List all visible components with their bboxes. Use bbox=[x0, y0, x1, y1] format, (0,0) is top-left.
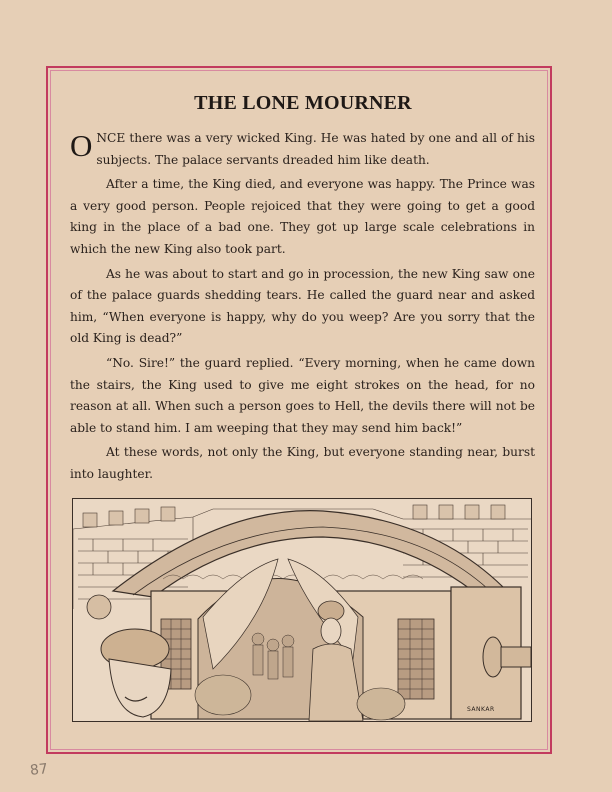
carrying-pole bbox=[501, 647, 531, 667]
paragraph-5: At these words, not only the King, but everyone standing near, burst into laughter. bbox=[70, 445, 535, 481]
lattice-window-right bbox=[398, 619, 434, 699]
artist-signature: SANKAR bbox=[467, 706, 495, 713]
story-title: THE LONE MOURNER bbox=[194, 92, 412, 114]
pole-end bbox=[483, 637, 503, 677]
page-number: 87 bbox=[29, 761, 49, 779]
drop-cap: O bbox=[70, 128, 93, 163]
crowd bbox=[252, 633, 294, 679]
palace-scene-drawing bbox=[73, 499, 531, 721]
paragraph-4: “No. Sire!” the guard replied. “Every morning, when he came down the stairs, the King used to give me eight strokes on the head, for no reason at all. When such a person goes to Hell, the devils there will not be able to stand him. I am weeping that they may send him back!” bbox=[70, 355, 535, 435]
paragraph-1-text: NCE there was a very wicked King. He was hated by one and all of his subjects. The palace servants dreaded him like death. bbox=[96, 131, 535, 167]
story-illustration bbox=[72, 498, 532, 722]
paragraph-1 bbox=[70, 128, 535, 171]
story-body bbox=[70, 128, 535, 489]
paragraph-2: After a time, the King died, and everyone was happy. The Prince was a very good person. People rejoiced that they were going to get a good king in the place of a bad one. They got up large scale celebrations in which the new King also took part. bbox=[70, 177, 535, 256]
paragraph-3: As he was about to start and go in procession, the new King saw one of the palace guards shedding tears. He called the guard near and asked him, “When everyone is happy, why do you weep? Are you sorry that the old King is dead?” bbox=[70, 266, 535, 346]
